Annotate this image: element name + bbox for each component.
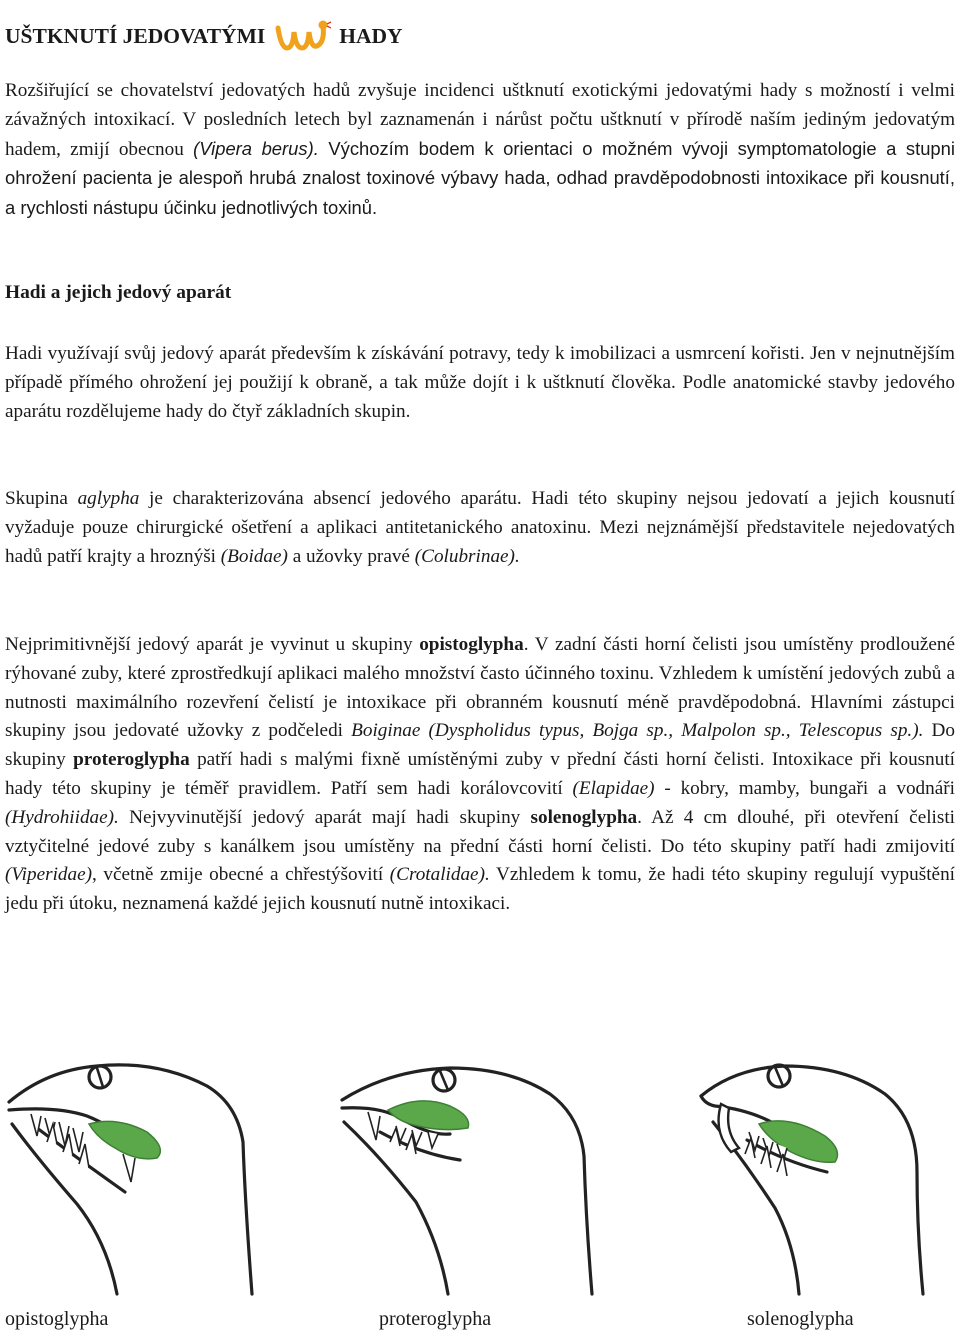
text: . V zadní části horní čelisti jsou umístěny prodloužené rýhované zuby, které zprostředkují aplikaci malého množství často účinného toxinu. Vzhledem k umístění jedových zubů a nutnosti maximálního rozevření čelistí je intoxikace při obranném kousnutí méně pravděpodobná. Hlavními zástupci skupiny jsou jedovaté užovky z podčeledi <box>5 634 955 742</box>
figure-proteroglypha <box>340 1032 640 1302</box>
term-opistoglypha: opistoglypha <box>419 634 524 655</box>
snake-logo-icon <box>275 18 331 54</box>
term-boidae: (Boidae) <box>220 545 288 567</box>
term-hydrophiidae: (Hydrohiidae). <box>5 806 119 828</box>
term-aglypha: aglypha <box>77 488 140 509</box>
term-colubrinae: (Colubrinae). <box>414 545 520 567</box>
text: Vzhledem k tomu, že hadi této skupiny regulují vypuštění jedu při útoku, neznamená každé jejich kousnutí nutně intoxikaci. <box>5 864 955 915</box>
text: a užovky pravé <box>287 545 415 567</box>
term-proteroglypha: proteroglypha <box>73 749 190 771</box>
solenoglypha-head-icon <box>665 1032 960 1302</box>
term-crotalidae: (Crotalidae). <box>389 864 490 886</box>
term-boiginae: Boiginae (Dyspholidus typus, Bojga sp., Malpolon sp., Telescopus sp.). <box>351 720 924 742</box>
figure-solenoglypha <box>665 1032 960 1302</box>
figure-caption-opistoglypha: opistoglypha <box>5 1308 109 1330</box>
text: Do skupiny <box>5 720 956 771</box>
text: . Až 4 cm dlouhé, při otevření čelisti vztyčitelné jedové zuby s kanálkem jsou umístěny na přední části horní čelisti. Do této skupiny patří hadi zmijovití <box>5 806 955 857</box>
text: - kobry, mamby, bungaři a vodnáři <box>654 777 955 799</box>
section-heading: Hadi a jejich jedový aparát <box>5 282 232 303</box>
intro-species: (Vipera berus). <box>193 137 319 159</box>
term-viperidae: (Viperidae) <box>5 864 93 886</box>
text: patří hadi s malými fixně umístěnými zuby v přední části horní čelisti. Intoxikace při kousnutí hady této skupiny je téměř pravidlem. Patří sem hadi korálovcovití <box>5 749 955 799</box>
title-part-1: UŠTKNUTÍ JEDOVATÝMI <box>5 23 266 48</box>
text: Nejvyvinutější jedový aparát mají hadi skupiny <box>118 806 531 828</box>
text: Nejprimitivnější jedový aparát je vyvinut u skupiny <box>5 634 420 655</box>
term-elapidae: (Elapidae) <box>572 777 655 799</box>
text: je charakterizována absencí jedového aparátu. Hadi této skupiny nejsou jedovatí a jejich kousnutí vyžaduje pouze chirurgické ošetření a aplikaci antitetanického anatoxinu. Mezi nejznámější představitele nejedovatých hadů patří krajty a hroznýši <box>5 488 955 567</box>
intro-paragraph <box>5 77 955 224</box>
intro-text: Rozšiřující se chovatelství jedovatých hadů zvyšuje incidenci uštknutí exotickými jedovatými hady s možností i velmi závažných intoxikací. V posledních letech byl zaznamenán i nárůst počtu uštknutí v přírodě naším jediným jedovatým hadem, zmijí obecnou <box>5 80 955 160</box>
opistoglypha-head-icon <box>7 1032 307 1302</box>
title-part-2: HADY <box>339 23 403 48</box>
text: Skupina <box>5 488 78 509</box>
text: , včetně zmije obecné a chřestýšovití <box>92 864 390 886</box>
page-title <box>5 18 403 54</box>
figure-opistoglypha <box>7 1032 307 1302</box>
venom-groups-paragraph <box>5 631 955 919</box>
proteroglypha-head-icon <box>340 1032 640 1302</box>
venom-apparatus-paragraph: Hadi využívají svůj jedový aparát především k získávání potravy, tedy k imobilizaci a usmrcení kořisti. Jen v nejnutnějším případě přímého ohrožení jej použijí k obraně, a tak může dojít i k uštknutí člověka. Podle anatomické stavby jedového aparátu rozdělujeme hady do čtyř základních skupin. <box>5 343 955 422</box>
aglypha-paragraph <box>5 485 955 571</box>
figure-caption-solenoglypha: solenoglypha <box>747 1308 854 1330</box>
intro-text-sans: Výchozím bodem k orientaci o možném vývoji symptomatologie a stupni ohrožení pacienta je alespoň hrubá znalost toxinové výbavy hada, odhad pravděpodobnosti intoxikace při kousnutí, a rychlosti nástupu účinku jednotlivých toxinů. <box>5 137 955 219</box>
figure-caption-proteroglypha: proteroglypha <box>379 1308 492 1330</box>
term-solenoglypha: solenoglypha <box>530 806 638 828</box>
